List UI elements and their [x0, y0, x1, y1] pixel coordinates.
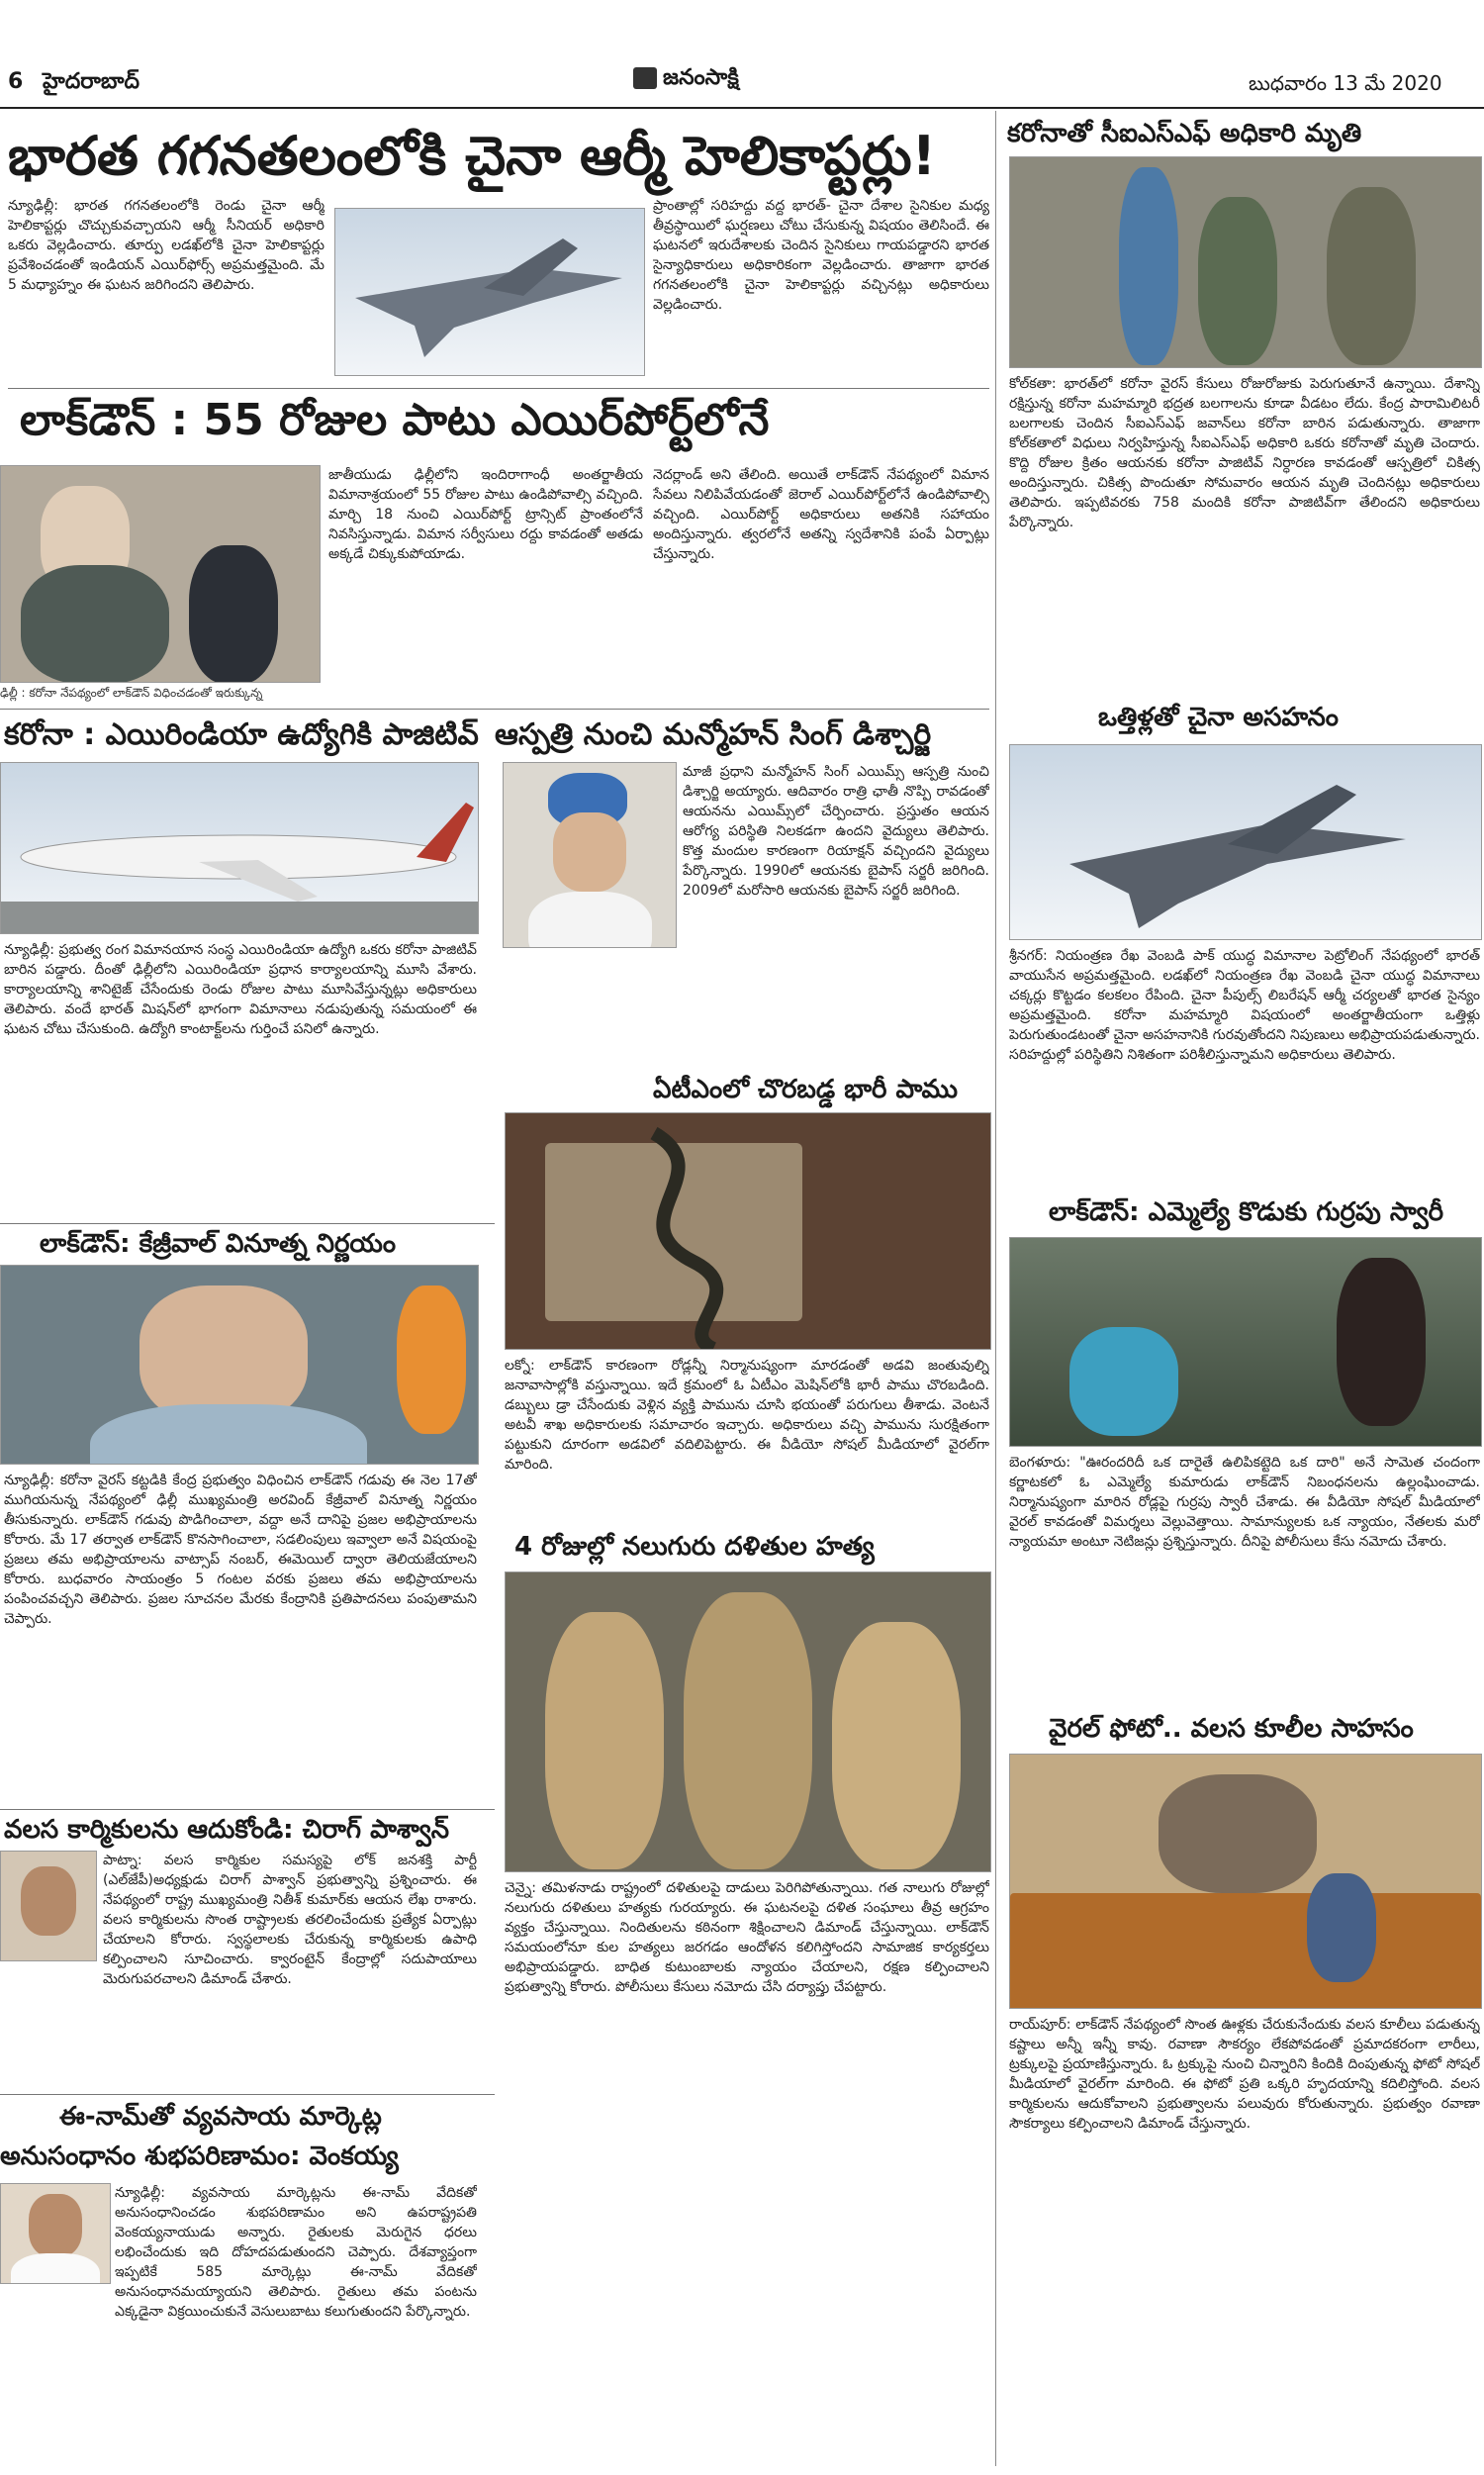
atm-snake-photo: [505, 1112, 991, 1350]
airport-body-right: నెదర్లాండ్ అని తేలింది. అయితే లాక్‌డౌన్ నేపథ్యంలో విమాన సేవలు నిలిపివేయడంతో జెరాల్ ఎయిర్‌పోర్ట్‌లోనే ఉండిపోవాల్సి వచ్చింది. ఎయిర్‌పోర్ట్ అధికారులు అతనికి సహాయం అందిస్తున్నారు. త్వరలోనే అతన్ని స్వదేశానికి పంపే ఏర్పాట్లు చేస్తున్నారు.: [653, 467, 989, 562]
china-helicopters-body-right: ప్రాంతాల్లో సరిహద్దు వద్ద భారత్- చైనా దేశాల సైనికుల మధ్య తీవ్రస్థాయిలో ఘర్షణలు చోటు చేసుకున్న విషయం తెలిసిందే. ఈ ఘటనలో ఇరుదేశాలకు చెందిన సైనికులు గాయపడ్డారని భారత సైన్యాధికారులు అధికారికంగా వెల్లడించారు. తాజాగా భారత గగనతలంలోకి చైనా హెలికాప్టర్లు వచ్చినట్లు అధికారులు వెల్లడించారు.: [653, 198, 989, 313]
manmohan-portrait-photo: [503, 762, 677, 948]
air-india-plane-photo: [0, 762, 479, 934]
fighter-jet-icon: [1010, 745, 1481, 939]
horse-ride-photo: [1009, 1237, 1482, 1447]
migrant-truck-photo: [1009, 1754, 1482, 2009]
airplane-icon: [1, 763, 478, 933]
atm-snake-body: లక్నో: లాక్‌డౌన్ కారణంగా రోడ్లన్నీ నిర్మానుష్యంగా మారడంతో అడవి జంతువుల్ని జనావాసాల్లోకి వస్తున్నాయి. ఇదే క్రమంలో ఓ ఏటీఎం మెషిన్‌లోకి భారీ పాము చొరబడింది. డబ్బులు డ్రా చేసేందుకు వెళ్లిన వ్యక్తి పామును చూసి భయంతో పరుగులు తీశాడు. వెంటనే అటవీ శాఖ అధికారులకు సమాచారం ఇచ్చారు. అధికారులు వచ్చి పామును సురక్షితంగా పట్టుకుని దూరంగా అడవిలో వదిలిపెట్టారు. ఈ వీడియో సోషల్ మీడియాలో వైరల్‌గా మారింది.: [505, 1358, 989, 1473]
headline-migrant-photo: వైరల్ ఫోటో.. వలస కూలీల సాహసం: [1049, 1714, 1414, 1744]
page-number: 6: [8, 69, 24, 94]
airport-photo-caption: ఢిల్లీ : కరోనా నేపథ్యంలో లాక్‌డౌన్ విధించడంతో ఇరుక్కున్న: [0, 686, 263, 700]
dalit-killings-body: చెన్నై: తమిళనాడు రాష్ట్రంలో దళితులపై దాడులు పెరిగిపోతున్నాయి. గత నాలుగు రోజుల్లో నలుగురు దళితులు హత్యకు గురయ్యారు. ఈ ఘటనలపై దళిత సంఘాలు తీవ్ర ఆగ్రహం వ్యక్తం చేస్తున్నాయి. నిందితులను కఠినంగా శిక్షించాలని డిమాండ్ చేస్తున్నాయి. లాక్‌డౌన్ సమయంలోనూ కుల హత్యలు జరగడం ఆందోళన కలిగిస్తోందని సామాజిక కార్యకర్తలు అభిప్రాయపడ్డారు. బాధిత కుటుంబాలకు న్యాయం చేయాలని, రక్షణ కల్పించాలని ప్రభుత్వాన్ని కోరారు. పోలీసులు కేసులు నమోదు చేసి దర్యాప్తు చేపట్టారు.: [505, 1880, 989, 1995]
cisf-personnel-photo: [1009, 156, 1482, 368]
airport-body-left: జాతీయుడు ఢిల్లీలోని ఇందిరాగాంధీ అంతర్జాతీయ విమానాశ్రయంలో 55 రోజుల పాటు ఉండిపోవాల్సి వచ్చింది. మార్చి 18 నుంచి ఎయిర్‌పోర్ట్ ట్రాన్సిట్ ప్రాంతంలోనే నివసిస్తున్నాడు. విమాన సర్వీసులు రద్దు కావడంతో అతడు అక్కడే చిక్కుకుపోయాడు.: [328, 467, 643, 562]
migrant-photo-body: రాయ్‌పూర్: లాక్‌డౌన్ నేపథ్యంలో సొంత ఊళ్లకు చేరుకునేందుకు వలస కూలీలు పడుతున్న కష్టాలు అన్నీ ఇన్నీ కావు. రవాణా సౌకర్యం లేకపోవడంతో ప్రమాదకరంగా లారీలు, ట్రక్కులపై ప్రయాణిస్తున్నారు. ఓ ట్రక్కుపై నుంచి చిన్నారిని కిందికి దింపుతున్న ఫోటో సోషల్ మీడియాలో వైరల్‌గా మారింది. ఈ ఫోటో ప్రతి ఒక్కరి హృదయాన్ని కదిలిస్తోంది. వలస కార్మికులను ఆదుకోవాలని ప్రభుత్వాలను పలువురు కోరుతున్నారు. ప్రభుత్వం రవాణా సౌకర్యాలు కల్పించాలని డిమాండ్ చేస్తున్నారు.: [1009, 2017, 1480, 2132]
headline-china-provocation: ఒత్తిళ్లతో చైనా అసహనం: [1098, 703, 1339, 732]
chirag-portrait-photo: [0, 1851, 97, 1961]
column-divider: [995, 111, 996, 2466]
headline-enam-line1: ఈ-నామ్‌తో వ్యవసాయ మార్కెట్ల: [59, 2102, 382, 2132]
headline-enam-line2: అనుసంధానం శుభపరిణామం: వెంకయ్య: [0, 2142, 399, 2171]
headline-mla-son: లాక్‌డౌన్: ఎమ్మెల్యే కొడుకు గుర్రపు స్వారీ: [1049, 1197, 1444, 1227]
section-rule: [0, 1223, 495, 1224]
headline-chirag: వలస కార్మికులను ఆదుకోండి: చిరాగ్ పాశ్వాన్: [4, 1815, 449, 1845]
mla-son-body: బెంగళూరు: "ఊరందరిదీ ఒక దారైతే ఉలిపికట్టెది ఒక దారి" అనే సామెత చందంగా కర్ణాటకలో ఓ ఎమ్మెల్యే కుమారుడు లాక్‌డౌన్ నిబంధనలను ఉల్లంఘించాడు. నిర్మానుష్యంగా మారిన రోడ్లపై గుర్రపు స్వారీ చేశాడు. ఈ వీడియో సోషల్ మీడియాలో వైరల్ కావడంతో విమర్శలు వెల్లువెత్తాయి. సామాన్యులకు ఒక న్యాయం, నేతలకు మరో న్యాయమా అంటూ నెటిజన్లు ప్రశ్నిస్తున్నారు. దీనిపై పోలీసులు కేసు నమోదు చేశారు.: [1009, 1455, 1480, 1550]
issue-date: బుధవారం 13 మే 2020: [1249, 71, 1442, 95]
city-label: హైదరాబాద్: [42, 69, 139, 94]
section-rule: [0, 1809, 495, 1810]
cisf-body: కోల్‌కతా: భారత్‌లో కరోనా వైరస్ కేసులు రోజురోజుకు పెరుగుతూనే ఉన్నాయి. దేశాన్ని రక్షిస్తున్న కరోనా మహమ్మారి భద్రత బలగాలను కూడా వీడటం లేదు. కేంద్ర పారామిలిటరీ బలగాలకు చెందిన సీఐఎస్ఎఫ్‌ జవాన్‌లు కరోనా బారిన పడుతున్నారు. తాజాగా కోల్‌కతాలో విధులు నిర్వహిస్తున్న సీఐఎస్ఎఫ్ అధికారి ఒకరు కరోనాతో మృతి చెందారు. కొద్ది రోజుల క్రితం ఆయనకు కరోనా పాజిటివ్ నిర్ధారణ కావడంతో ఆస్పత్రిలో చికిత్స అందిస్తున్నారు. చికిత్స పొందుతూ సోమవారం ఆయన మృతి చెందినట్లు అధికారులు తెలిపారు. ఇప్పటివరకు 758 మందికి కరోనా పాజిటివ్‌గా తేలిందని అధికారులు పేర్కొన్నారు.: [1009, 376, 1480, 530]
headline-cisf-officer: కరోనాతో సీఐఎస్ఎఫ్ అధికారి మృతి: [1007, 119, 1362, 148]
kejriwal-photo: [0, 1265, 479, 1465]
newspaper-logo-icon: [633, 67, 657, 89]
paper-name: జనంసాక్షి: [663, 65, 739, 90]
snake-icon: [506, 1113, 990, 1349]
venkaiah-portrait-photo: [0, 2183, 111, 2284]
paper-logo: [633, 65, 739, 95]
police-crowd-photo: [505, 1571, 991, 1872]
china-helicopters-body-left: న్యూఢిల్లీ: భారత గగనతలంలోకి రెండు చైనా ఆర్మీ హెలికాప్టర్లు చొచ్చుకువచ్చాయని ఆర్మీ సీనియర్ అధికారి ఒకరు వెల్లడించారు. తూర్పు లడఖ్‌లోకి చైనా హెలికాప్టర్లు ప్రవేశించడంతో ఇండియన్ ఎయిర్‌ఫోర్స్ అప్రమత్తమైంది. మే 5 మధ్యాహ్నం ఈ ఘటన జరిగిందని తెలిపారు.: [8, 198, 325, 293]
china-provocation-body: శ్రీనగర్: నియంత్రణ రేఖ వెంబడి పాక్ యుద్ధ విమానాల పెట్రోలింగ్ నేపథ్యంలో భారత్ వాయుసేన అప్రమత్తమైంది. లడఖ్‌లో నియంత్రణ రేఖ వెంబడి చైనా యుద్ధ విమానాలు చక్కర్లు కొట్టడం కలకలం రేపింది. చైనా పీపుల్స్ లిబరేషన్ ఆర్మీ చర్యలతో భారత సైన్యం అప్రమత్తమైంది. కరోనా మహమ్మారి విషయంలో అంతర్జాతీయంగా ఒత్తిళ్లు పెరుగుతుండటంతో చైనా అసహనానికి గురవుతోందని నిపుణులు అభిప్రాయపడుతున్నారు. సరిహద్దుల్లో పరిస్థితిని నిశితంగా పరిశీలిస్తున్నామని అధికారులు తెలిపారు.: [1009, 948, 1480, 1063]
manmohan-body: మాజీ ప్రధాని మన్మోహన్ సింగ్ ఎయిమ్స్ ఆస్పత్రి నుంచి డిశ్చార్జి అయ్యారు. ఆదివారం రాత్రి ఛాతీ నొప్పి రావడంతో ఆయనను ఎయిమ్స్‌లో చేర్పించారు. ప్రస్తుతం ఆయన ఆరోగ్య పరిస్థితి నిలకడగా ఉందని వైద్యులు తెలిపారు. కొత్త మందుల కారణంగా రియాక్షన్ వచ్చిందని వైద్యులు పేర్కొన్నారు. 1990లో ఆయనకు బైపాస్ సర్జరీ జరిగింది. 2009లో మరోసారి ఆయనకు బైపాస్ సర్జరీ జరిగింది.: [683, 764, 989, 899]
page-number-and-city: [8, 69, 139, 99]
headline-airport-55-days: లాక్‌డౌన్ : 55 రోజుల పాటు ఎయిర్‌పోర్ట్‌లోనే: [20, 395, 770, 445]
fighter-jet-photo-2: [1009, 744, 1482, 940]
headline-manmohan: ఆస్పత్రి నుంచి మన్మోహన్ సింగ్ డిశ్చార్జి: [495, 717, 932, 752]
enam-body: న్యూఢిల్లీ: వ్యవసాయ మార్కెట్లను ఈ-నామ్ వేదికతో అనుసంధానించడం శుభపరిణామం అని ఉపరాష్ట్రపతి వెంకయ్యనాయుడు అన్నారు. రైతులకు మెరుగైన ధరలు లభించేందుకు ఇది దోహదపడుతుందని చెప్పారు. దేశవ్యాప్తంగా ఇప్పటికే 585 మార్కెట్లు ఈ-నామ్ వేదికతో అనుసంధానమయ్యాయని తెలిపారు. రైతులు తమ పంటను ఎక్కడైనా విక్రయించుకునే వెసులుబాటు కలుగుతుందని పేర్కొన్నారు.: [115, 2185, 477, 2320]
masthead-rule: [0, 107, 1484, 109]
headline-dalit-killings: 4 రోజుల్లో నలుగురు దళితుల హత్య: [514, 1532, 875, 1562]
section-rule: [0, 2094, 495, 2095]
fighter-jet-icon: [335, 209, 644, 375]
section-rule: [0, 709, 989, 710]
air-india-body: న్యూఢిల్లీ: ప్రభుత్వ రంగ విమానయాన సంస్థ ఎయిరిండియా ఉద్యోగి ఒకరు కరోనా పాజిటివ్ బారిన పడ్డారు. దీంతో ఢిల్లీలోని ఎయిరిండియా ప్రధాన కార్యాలయాన్ని మూసి వేశారు. కార్యాలయాన్ని శానిటైజ్ చేసేందుకు రెండు రోజుల పాటు మూసివేస్తున్నట్లు అధికారులు తెలిపారు. వందే భారత్ మిషన్‌లో భాగంగా విమానాలు నడుపుతున్న సమయంలో ఈ ఘటన చోటు చేసుకుంది. ఉద్యోగి కాంటాక్ట్‌లను గుర్తించే పనిలో ఉన్నారు.: [4, 942, 477, 1037]
stranded-man-photo: [0, 465, 321, 683]
chirag-body: పాట్నా: వలస కార్మికుల సమస్యపై లోక్ జనశక్తి పార్టీ (ఎల్‌జేపీ)అధ్యక్షుడు చిరాగ్ పాశ్వాన్ ప్రభుత్వాన్ని ప్రశ్నించారు. ఈ నేపథ్యంలో రాష్ట్ర ముఖ్యమంత్రి నితీశ్ కుమార్‌కు ఆయన లేఖ రాశారు. వలస కార్మికులను సొంత రాష్ట్రాలకు తరలించేందుకు ప్రత్యేక ఏర్పాట్లు చేయాలని కోరారు. స్వస్థలాలకు చేరుకున్న కార్మికులకు ఉపాధి కల్పించాలని సూచించారు. క్వారంటైన్ కేంద్రాల్లో సదుపాయాలు మెరుగుపరచాలని డిమాండ్ చేశారు.: [103, 1853, 477, 1987]
fighter-jet-photo: [334, 208, 645, 376]
headline-air-india: కరోనా : ఎయిరిండియా ఉద్యోగికి పాజిటివ్: [4, 717, 479, 752]
headline-atm-snake: ఏటీఎంలో చొరబడ్డ భారీ పాము: [653, 1075, 959, 1104]
headline-china-helicopters: భారత గగనతలంలోకి చైనా ఆర్మీ హెలికాప్టర్లు!: [8, 125, 937, 187]
kejriwal-body: న్యూఢిల్లీ: కరోనా వైరస్ కట్టడికి కేంద్ర ప్రభుత్వం విధించిన లాక్‌డౌన్ గడువు ఈ నెల 17తో ముగియనున్న నేపథ్యంలో ఢిల్లీ ముఖ్యమంత్రి అరవింద్ కేజ్రీవాల్ వినూత్న నిర్ణయం తీసుకున్నారు. లాక్‌డౌన్ గడువు పొడిగించాలా, వద్దా అనే దానిపై ప్రజల అభిప్రాయాలను కోరారు. మే 17 తర్వాత లాక్‌డౌన్ కొనసాగించాలా, సడలింపులు ఇవ్వాలా అనే విషయంపై ప్రజలు తమ అభిప్రాయాలను వాట్సాప్ నంబర్, ఈమెయిల్ ద్వారా తెలియజేయాలని కోరారు. బుధవారం సాయంత్రం 5 గంటల వరకు ప్రజలు తమ అభిప్రాయాలను పంపించవచ్చని తెలిపారు. ప్రజల సూచనల మేరకు కేంద్రానికి ప్రతిపాదనలు పంపుతామని చెప్పారు.: [4, 1473, 477, 1627]
section-rule: [8, 388, 989, 389]
headline-kejriwal: లాక్‌డౌన్: కేజ్రీవాల్ వినూత్న నిర్ణయం: [40, 1229, 397, 1259]
